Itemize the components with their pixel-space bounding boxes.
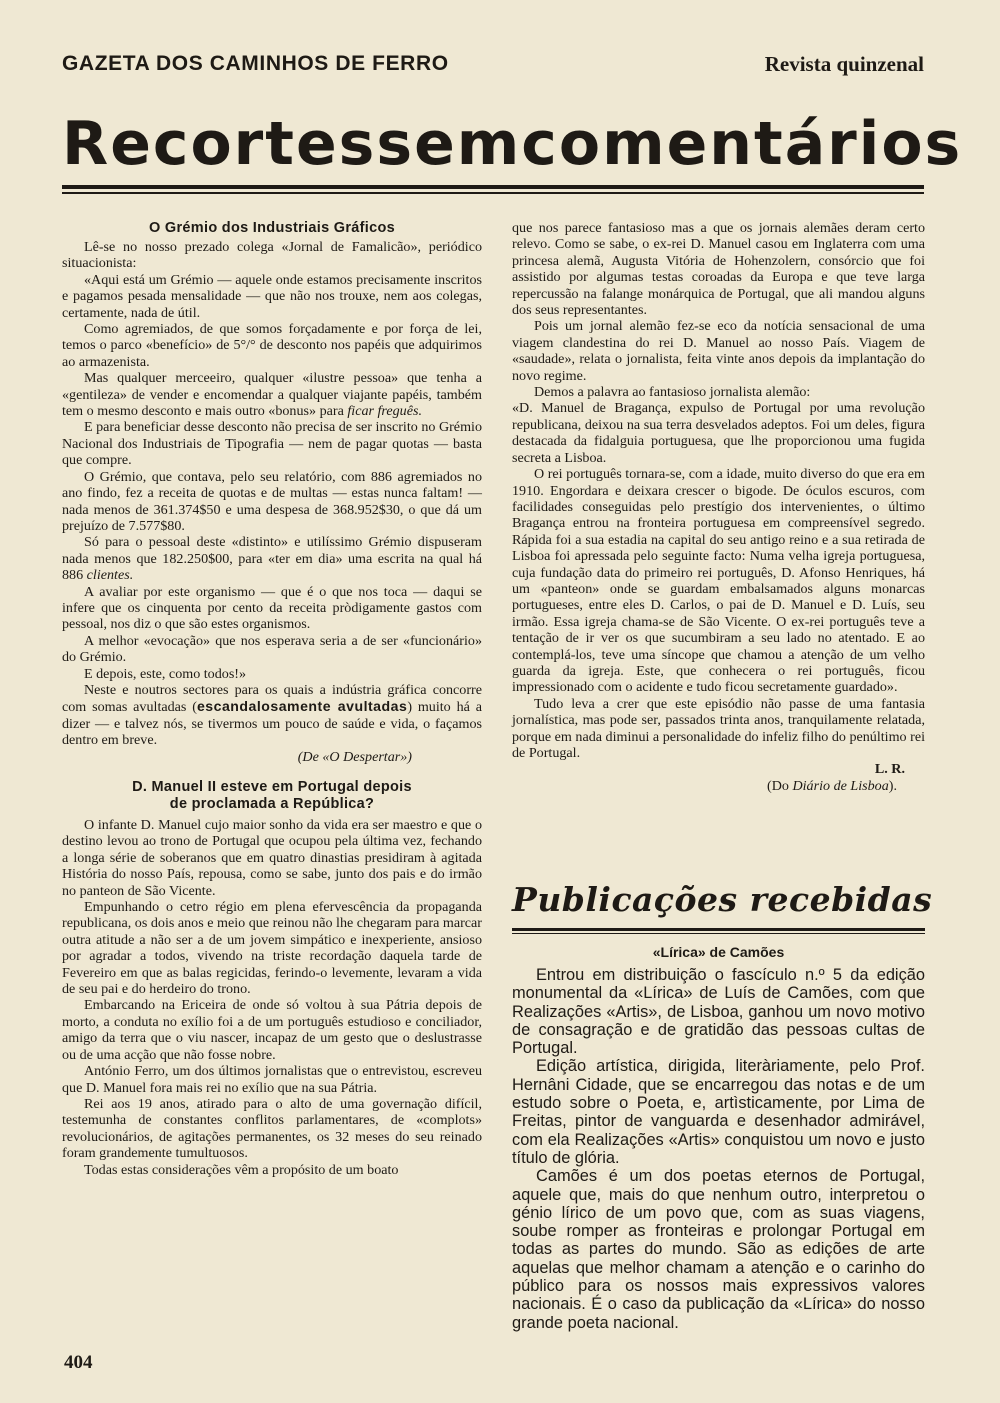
italic-text: clientes. [86,567,134,584]
text-span: ). [888,777,897,794]
title-rule-thick [62,185,924,189]
title-line: de proclamada a República? [169,796,375,812]
paragraph: Embarcando na Ericeira de onde só voltou à sua Pátria depois de morto, a conduta no exílio foi a de um português estudioso e conciliador, amigo da terra que o viu nascer, incapaz de um gesto que o deslustrasse ou de uma acção que não fosse nobre. [62,997,482,1063]
paragraph: Demos a palavra ao fantasioso jornalista alemão: [534,384,811,401]
italic-text: Diário de Lisboa [792,777,889,794]
title-line: D. Manuel II esteve em Portugal depois [132,779,412,795]
publications-title: Publicações recebidas [512,880,933,919]
publications-subtitle: «Lírica» de Camões [652,944,785,960]
publications-body [512,966,925,1332]
title-rule-thin [62,192,924,194]
paragraph: A avaliar por este organismo — que é o que nos toca — daqui se infere que os cinquenta por cento da receita pròdigamente gastos com pessoal, nos diz o que são estes organismos. [62,583,482,633]
paragraph: Como agremiados, de que somos forçadamente e por força de lei, temos o parco «benefício» de 5°/° de desconto nos papéis que adquirimos ao armazenista. [62,321,482,370]
italic-text: ficar freguês. [347,403,422,420]
paragraph [62,534,482,583]
journal-name: GAZETA DOS CAMINHOS DE FERRO [62,52,449,75]
paragraph: Rei aos 19 anos, atirado para o alto de uma governação difícil, testemunha de constantes conflitos parlamentares, de «complots» revolucionários, de agitações permanentes, os 32 meses do seu reinado foram grandemente tumultuosos. [62,1095,482,1162]
paragraph: O rei português tornara-se, com a idade, muito diverso do que era em 1910. Engordara e deixara crescer o bigode. De óculos escuros, com facilidades conseguidas pelo prestígio dos intervenientes, o último Bragança entrou na fronteira portuguesa em compreensível segredo. Rápida foi a sua estadia na capital do seu antigo reino e a sua retirada de Lisboa foi apressada pelo seguinte facto: Numa velha igreja portuguesa, cuja fundação data do primeiro rei português, D. Afonso Henriques, há um «panteon» onde se guardam embalsamados alguns monarcas portugueses, entre eles D. Carlos, o pai de D. Manuel e D. Luís, seu irmão. Essa igreja chama-se de São Vicente. O ex-rei português teve a tentação de ir ver os que sucumbiram a seu lado no atentado. E ao contemplá-los, teve uma síncope que chamou a atenção de um velho guarda da igreja. Este, que conhecera o rei português, ficou impressionado com o acidente e tudo ficou secretamente guardado». [512,466,925,696]
paragraph: Edição artística, dirigida, literàriamente, pelo Prof. Hernâni Cidade, que se encarregou das notas e de um estudo sobre o Poeta, e, artìsticamente, por Lima de Freitas, pintor de vanguarda e desenhador admirável, com ela Realizações «Artis» conquistou um novo e justo título de glória. [512,1057,925,1167]
paragraph: E para beneficiar desse desconto não precisa de ser inscrito no Grémio Nacional dos Industriais de Tipografia — nem de pagar quotas — basta que compre. [62,419,482,469]
publications-rule-thin [512,933,925,934]
text-span: Neste e noutros sectores para os quais a indústria gráfica concorre com somas avultadas ( [62,681,482,716]
page-header [62,52,924,82]
bold-emphasis: escandalosamente avultadas [196,698,408,715]
paragraph: Empunhando o cetro régio em plena efervescência da propaganda republicana, os dois anos e meio que reinou não lhe chegaram para marcar outra atitude a não ser a de um jovem simpático e inexperiente, ansioso por agradar a todos, vivendo na triste recordação daquela tarde de Fevereiro em que as balas regicidas, ferindo-o levemente, levaram a vida de seu pai e do herdeiro do trono. [62,899,482,998]
right-column [512,220,925,794]
paragraph: E depois, este, como todos!» [84,665,247,682]
publications-rule-thick [512,928,925,931]
paragraph: «Aqui está um Grémio — aquele onde estamos precisamente inscritos e pagamos pesada mensalidade — que não nos trouxe, nem aos colegas, certamente, nada de útil. [62,271,482,321]
article-title-dmanuel [62,779,482,813]
paragraph: Pois um jornal alemão fez-se eco da notícia sensacional de uma viagem clandestina do rei D. Manuel ao nosso País. Viagem de «saudade», relata o jornalista, feita vinte anos depois da implantação do novo regime. [512,318,925,384]
paragraph [62,682,482,749]
article-source [512,778,925,794]
main-title-word: comentários [521,109,963,179]
paragraph: A melhor «evocação» que nos esperava seria a de ser «funcionário» do Grémio. [62,632,482,666]
main-title-word: sem [376,109,522,179]
paragraph: António Ferro, um dos últimos jornalistas que o entrevistou, escreveu que D. Manuel fora mais rei no exílio que na sua Pátria. [62,1063,482,1096]
article-title-gremio: O Grémio dos Industriais Gráficos [149,220,395,236]
paragraph [62,370,482,419]
paragraph: O Grémio, que contava, pelo seu relatório, com 886 agremiados no ano findo, fez a receita de quotas e de multas — estas nunca faltam! — nada menos de 361.374$50 e uma despesa de 368.952$30, o que dá um prejuízo de 7.577$80. [62,468,482,534]
paragraph: Camões é um dos poetas eternos de Portugal, aquele que, mais do que nenhum outro, interpretou o génio lírico de um povo que, com as suas viagens, soube romper as fronteiras e prolongar Portugal em todas as partes do mundo. São as edições de arte aquelas que melhor chamam a atenção e o carinho do público para os nossos mais expressivos valores nacionais. É o caso da publicação da «Lírica» do nosso grande poeta nacional. [512,1167,925,1332]
paragraph: O infante D. Manuel cujo maior sonho da vida era ser maestro e que o destino levou ao trono de Portugal que ocupou pela última vez, fechando a longa série de soberanos que em quatro dinastias presidiram à agitada História do nosso País, repousa, como se sabe, junto dos pais e do irmão no panteon de São Vicente. [62,817,482,899]
paragraph: Lê-se no nosso prezado colega «Jornal de Famalicão», periódico situacionista: [62,239,482,272]
article-signature: L. R. [874,761,905,778]
text-span: Mas qualquer merceeiro, qualquer «ilustre pessoa» que tenha a «gentileza» de vender e encomendar a qualquer viajante papéis, também tem o mesmo desconto e mais outro «bonus» para [62,370,482,420]
journal-frequency: Revista quinzenal [764,52,924,76]
text-span: (Do [767,777,789,794]
page-number: 404 [64,1352,93,1373]
article-source: (De «O Despertar») [297,748,412,765]
main-title-word: Recortes [62,109,377,179]
paragraph: «D. Manuel de Bragança, expulso de Portugal por uma revolução republicana, deixou na sua terra desvelados adeptos. Foi um deles, figura destacada da fidalguia portuguesa, que lhe proporcionou uma fugida secreta a Lisboa. [512,400,925,466]
main-title [62,108,963,180]
paragraph: Tudo leva a crer que este episódio não passe de uma fantasia jornalística, mas pode ser, passados trinta anos, tranquilamente relatada, porque em nada diminui a personalidade do infeliz filho do penúltimo rei de Portugal. [512,695,925,761]
paragraph: Entrou em distribuição o fascículo n.º 5 da edição monumental da «Lírica» de Luís de Camões, com que Realizações «Artis», de Lisboa, ganhou um novo motivo de consagração e de gratidão das pessoas cultas de Portugal. [512,966,925,1058]
text-span: Só para o pessoal deste «distinto» e utilíssimo Grémio dispuseram nada menos que 182.250$00, para «ter em dia» uma escrita na qual há 886 [62,534,482,584]
left-column [62,220,482,1178]
paragraph: que nos parece fantasioso mas a que os jornais alemães deram certo relevo. Como se sabe, o ex-rei D. Manuel casou em Inglaterra com uma princesa alemã, Augusta Vitória de Hohenzolern, consórcio que foi assistido por algumas testas coroadas da Europa e que teve larga repercussão na falange monárquica de Portugal, que ali mandou alguns dos seus representantes. [512,220,925,319]
text-span: ) muito há a dizer — e talvez nós, se tivermos um pouco de saúde e vida, o façamos dentro em breve. [62,699,482,749]
paragraph: Todas estas considerações vêm a propósito de um boato [84,1161,399,1178]
